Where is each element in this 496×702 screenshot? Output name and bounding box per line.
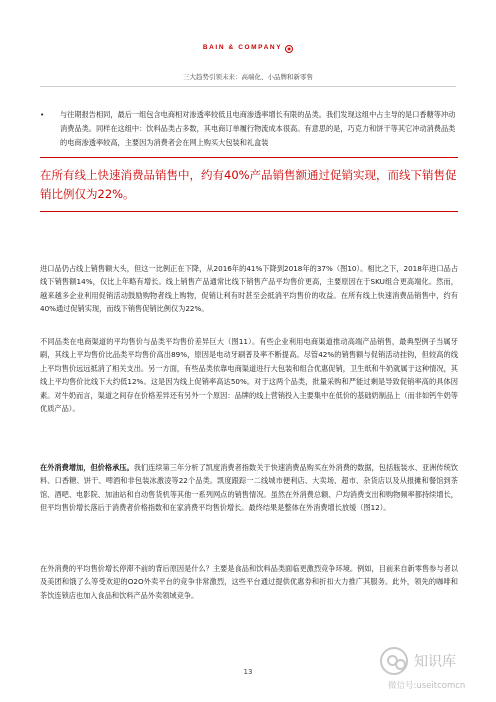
bullet-icon: •	[40, 110, 45, 119]
paragraph-text: 在外消费的平均售价增长停滞不前的背后原因是什么？主要是食品和饮料品类面临更激烈竞争环境。例如，目前来自新零售参与者以及美团和饿了么等受欢迎的O2O外卖平台的竞争非常激烈，这些平台通过提供优惠券和折扣大力推广其服务。此外，领先的咖啡和茶饮连锁店也加入食品和饮料产品外卖领域竞争。	[40, 564, 458, 600]
body-paragraph-2	[40, 335, 458, 415]
running-header: 三大趋势引领未来：高端化、小品牌和新零售	[183, 73, 313, 81]
callout-bottom-rule	[40, 211, 458, 212]
brand-name: BAIN & COMPANY	[202, 44, 283, 51]
body-paragraph-4	[40, 562, 458, 602]
watermark-account: 微信号:useitcomcn	[388, 681, 466, 691]
bullet-text: 与往期报告相同，最后一组包含电商相对渗透率较低且电商渗透率增长有限的品类。我们发现这组中占主导的是口香糖等冲动消费品类。同样在这组中：饮料品类占多数，其电商订单履行物流成本很高。有意思的是，巧克力和饼干等其它冲动消费品类的电商渗透率较高，主要因为消费者会在网上购买大包装和礼盒装	[60, 110, 456, 147]
brand-logo	[0, 44, 496, 53]
body-paragraph-1	[40, 262, 458, 316]
callout-top-rule	[40, 157, 458, 158]
paragraph-text: 不同品类在电商渠道的平均售价与品类平均售价差异巨大（图11）。有些企业利用电商渠道推动高端产品销售，最典型例子当属牙刷，其线上平均售价比品类平均售价高出89%，原因是电动牙刷普及率不断提高。尽管42%的销售额与促销活动挂钩，但较高的线上平均售价远远抵消了相关支出。另一方面，有些品类依靠电商渠道进行大包装和组合优惠促销，卫生纸和牛奶就属于这种情况，其线上平均售价比线下大约低12%。这是因为线上促销率高达50%。对于这两个品类，批量采购和严能过剩是导致促销率高的具体因素。对牛奶而言，渠道之间存在价格差异还有另外一个原因：品牌的线上营销投入主要集中在低价的基础奶制品上（而非如钙牛奶等优质产品）。	[40, 337, 458, 414]
brand-mark-icon: ◉	[285, 45, 293, 53]
watermark-name: 知识库	[414, 654, 456, 670]
body-paragraph-3	[40, 461, 458, 515]
header-divider	[40, 86, 456, 87]
pull-quote: 在所有线上快速消费品销售中，约有40%产品销售额通过促销实现，而线下销售促销比例仅为22%。	[40, 168, 457, 201]
wechat-icon	[380, 647, 408, 675]
paragraph-lead: 在外消费增加，但价格承压。	[40, 463, 134, 472]
paragraph-text: 我们连续第三年分析了凯度消费者指数关于快速消费品购买在外消费的数据，包括瓶装水、亚洲传统饮料、口香糖、饼干、啤酒和非包装冰激凌等22个品类。凯度跟踪一二线城市便利店、大卖场、超市、杂货店以及从报摊和餐馆到茶馆、酒吧、电影院、加油站和自动售货机等其他一系列网点的销售情况。虽然在外消费总额、户均消费支出和购物频率都持续增长，但平均售价增长落后于消费者价格指数和在家消费平均售价增长。最终结果是整体在外消费增长放缓（图12）。	[40, 463, 458, 513]
watermark	[380, 645, 492, 693]
paragraph-text: 进口品仍占线上销售额大头，但这一比例正在下降，从2016年的41%下降到2018年的37%（图10）。相比之下，2018年进口品占线下销售额14%，仅比上年略有增长。线上销售产品通常比线下销售产品平均售价更高，主要原因在于SKU组合更高端化。然而，越来越多企业利用促销活动鼓励购物者线上购物，促销让利有时甚至会抵消平均售价的收益。在所有线上快速消费品销售中，约有40%通过促销实现，而线下销售促销比例仅为22%。	[40, 264, 458, 314]
bullet-item	[40, 108, 458, 150]
page-number: 13	[243, 668, 253, 676]
